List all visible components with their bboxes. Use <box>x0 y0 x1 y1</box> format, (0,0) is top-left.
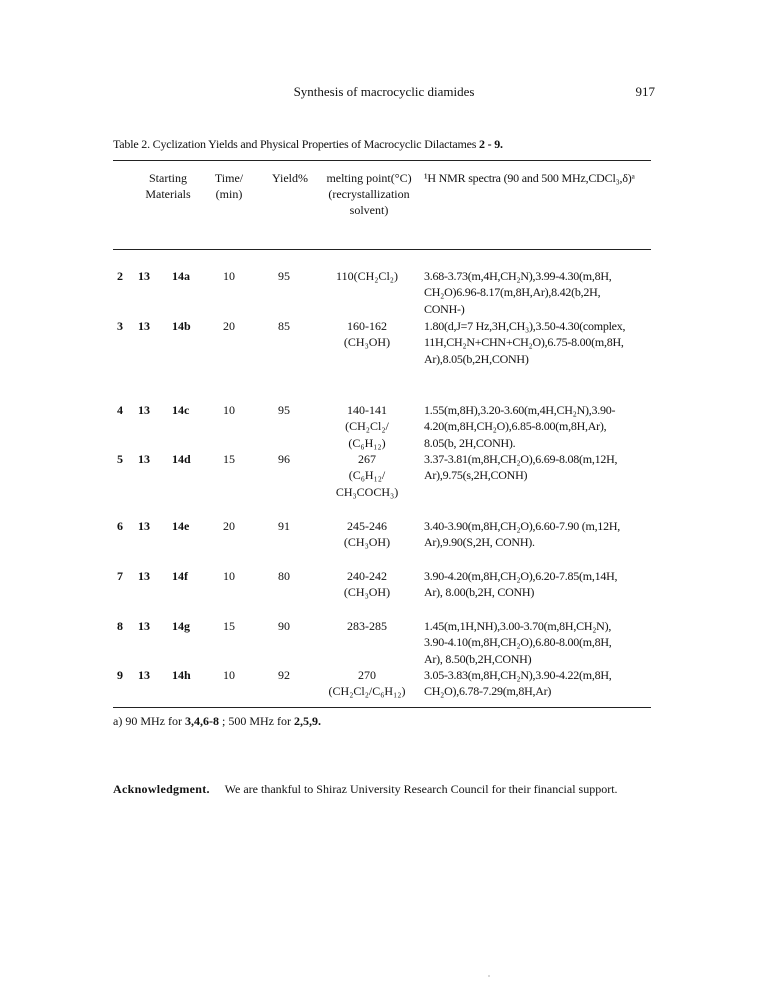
table-caption-compounds: 2 - 9. <box>479 137 503 151</box>
mp-line: 110(CH₂Cl₂) <box>336 269 398 283</box>
col-header-starting-line1: Starting <box>149 171 187 185</box>
mp-line: (CH₃OH) <box>343 585 391 600</box>
nmr-line: 11H,CH₂N+CHN+CH₂O),6.75-8.00(m,8H, <box>424 335 624 350</box>
col-header-melting-point <box>314 170 424 218</box>
col-header-time-line1: Time/ <box>214 171 244 185</box>
reagent-a: 13 <box>138 452 150 466</box>
yield-value: 80 <box>278 569 290 583</box>
mp-line: 270 <box>358 668 376 682</box>
nmr-line: 3.37-3.81(m,8H,CH₂O),6.69-8.08(m,12H, <box>424 452 618 466</box>
time-value: 20 <box>223 319 235 333</box>
reagent-b: 14d <box>172 452 191 466</box>
melting-point <box>322 318 412 351</box>
col-header-nmr-text: ¹H NMR spectra (90 and 500 MHz,CDCl₃,δ)ᵃ <box>424 171 635 185</box>
melting-point <box>322 667 412 700</box>
nmr-line: 3.90-4.10(m,8H,CH₂O),6.80-8.00(m,8H, <box>424 635 612 650</box>
time-value: 10 <box>223 269 235 283</box>
mp-line: 267 <box>358 452 376 466</box>
yield-value: 85 <box>278 319 290 333</box>
mp-line: 160-162 <box>347 319 387 333</box>
mp-line: CH₃COCH₃) <box>335 484 399 499</box>
compound-number: 4 <box>117 403 123 417</box>
col-header-yield <box>272 170 308 186</box>
nmr-data <box>424 451 664 484</box>
col-header-starting-line2: Materials <box>145 187 191 201</box>
compound-number: 2 <box>117 269 123 283</box>
yield-value: 95 <box>278 269 290 283</box>
nmr-line: 3.40-3.90(m,8H,CH₂O),6.60-7.90 (m,12H, <box>424 519 620 533</box>
reagent-a: 13 <box>138 619 150 633</box>
time-value: 15 <box>223 452 235 466</box>
melting-point <box>322 568 412 601</box>
running-head <box>0 84 768 104</box>
yield-value: 92 <box>278 668 290 682</box>
mp-line: (CH₂Cl₂/C₆H₁₂) <box>328 684 406 699</box>
acknowledgment <box>113 782 618 797</box>
mp-line: (CH₂Cl₂/ <box>345 419 389 434</box>
acknowledgment-label: Acknowledgment. <box>113 782 210 796</box>
scan-speck <box>488 975 490 977</box>
nmr-data <box>424 518 664 551</box>
footnote-middle: ; 500 MHz for <box>218 714 294 728</box>
reagent-b: 14a <box>172 269 190 283</box>
compound-number: 7 <box>117 569 123 583</box>
compound-number: 3 <box>117 319 123 333</box>
melting-point <box>322 268 412 284</box>
reagent-b: 14e <box>172 519 190 533</box>
nmr-line: Ar),8.05(b,2H,CONH) <box>424 351 529 366</box>
table-caption-text: Table 2. Cyclization Yields and Physical Properties of Macrocyclic Dilactames <box>113 137 480 151</box>
compound-number: 5 <box>117 452 123 466</box>
nmr-line: CH₂O),6.78-7.29(m,8H,Ar) <box>424 684 552 699</box>
yield-value: 95 <box>278 403 290 417</box>
reagent-b: 14h <box>172 668 191 682</box>
mp-line: (C₆H₁₂/ <box>348 468 386 483</box>
melting-point <box>322 402 412 451</box>
nmr-line: CONH-) <box>424 301 465 316</box>
nmr-data <box>424 618 664 667</box>
yield-value: 91 <box>278 519 290 533</box>
mp-line: 240-242 <box>347 569 387 583</box>
mp-line: (C₆H₁₂) <box>348 435 386 450</box>
nmr-data <box>424 667 664 700</box>
mp-line: (CH₃OH) <box>343 335 391 350</box>
running-head-title: Synthesis of macrocyclic diamides <box>293 84 475 99</box>
nmr-line: 1.45(m,1H,NH),3.00-3.70(m,8H,CH₂N), <box>424 619 612 633</box>
col-header-mp-line1: melting point(°C) <box>326 171 412 185</box>
time-value: 15 <box>223 619 235 633</box>
page-number: 917 <box>635 84 655 99</box>
yield-value: 90 <box>278 619 290 633</box>
reagent-a: 13 <box>138 668 150 682</box>
reagent-a: 13 <box>138 403 150 417</box>
reagent-a: 13 <box>138 319 150 333</box>
nmr-data <box>424 568 664 601</box>
acknowledgment-text: We are thankful to Shiraz University Research Council for their financial support. <box>224 782 618 796</box>
col-header-mp-line3: solvent) <box>349 203 389 217</box>
melting-point <box>322 518 412 551</box>
nmr-line: CH₂O)6.96-8.17(m,8H,Ar),8.42(b,2H, <box>424 285 601 300</box>
nmr-line: 3.90-4.20(m,8H,CH₂O),6.20-7.85(m,14H, <box>424 569 618 583</box>
footnote-group-500mhz: 2,5,9. <box>293 714 321 728</box>
time-value: 10 <box>223 403 235 417</box>
table-top-rule <box>113 160 651 161</box>
nmr-line: 4.20(m,8H,CH₂O),6.85-8.00(m,8H,Ar), <box>424 419 607 434</box>
nmr-line: 1.55(m,8H),3.20-3.60(m,4H,CH₂N),3.90- <box>424 403 616 417</box>
reagent-a: 13 <box>138 569 150 583</box>
table-caption <box>113 137 503 152</box>
compound-number: 8 <box>117 619 123 633</box>
table-bottom-rule <box>113 707 651 708</box>
time-value: 10 <box>223 569 235 583</box>
table-footnote <box>113 714 321 729</box>
col-header-mp-line2: (recrystallization <box>328 187 410 201</box>
compound-number: 6 <box>117 519 123 533</box>
nmr-line: 1.80(d,J=7 Hz,3H,CH₃),3.50-4.30(complex, <box>424 319 626 333</box>
nmr-line: 3.68-3.73(m,4H,CH₂N),3.99-4.30(m,8H, <box>424 269 612 283</box>
melting-point <box>322 451 412 500</box>
reagent-b: 14f <box>172 569 188 583</box>
reagent-b: 14g <box>172 619 190 633</box>
col-header-time <box>204 170 254 202</box>
melting-point <box>322 618 412 634</box>
nmr-line: Ar),9.90(S,2H, CONH). <box>424 535 535 550</box>
mp-line: (CH₃OH) <box>343 535 391 550</box>
nmr-line: Ar),9.75(s,2H,CONH) <box>424 468 528 483</box>
col-header-time-line2: (min) <box>215 187 243 201</box>
nmr-line: 3.05-3.83(m,8H,CH₂N),3.90-4.22(m,8H, <box>424 668 612 682</box>
compound-number: 9 <box>117 668 123 682</box>
mp-line: 283-285 <box>347 619 387 633</box>
nmr-data <box>424 318 664 367</box>
reagent-b: 14b <box>172 319 191 333</box>
table-header-rule <box>113 249 651 250</box>
mp-line: 245-246 <box>347 519 387 533</box>
reagent-a: 13 <box>138 519 150 533</box>
col-header-yield-text: Yield% <box>272 171 308 185</box>
col-header-nmr <box>424 170 635 186</box>
reagent-a: 13 <box>138 269 150 283</box>
reagent-b: 14c <box>172 403 190 417</box>
time-value: 20 <box>223 519 235 533</box>
yield-value: 96 <box>278 452 290 466</box>
footnote-prefix: a) 90 MHz for <box>113 714 185 728</box>
mp-line: 140-141 <box>347 403 387 417</box>
nmr-line: Ar), 8.00(b,2H, CONH) <box>424 585 535 600</box>
nmr-line: 8.05(b, 2H,CONH). <box>424 435 516 450</box>
nmr-data <box>424 268 664 317</box>
time-value: 10 <box>223 668 235 682</box>
nmr-data <box>424 402 664 451</box>
nmr-line: Ar), 8.50(b,2H,CONH) <box>424 651 532 666</box>
col-header-starting-materials <box>128 170 208 202</box>
footnote-group-90mhz: 3,4,6-8 <box>184 714 219 728</box>
